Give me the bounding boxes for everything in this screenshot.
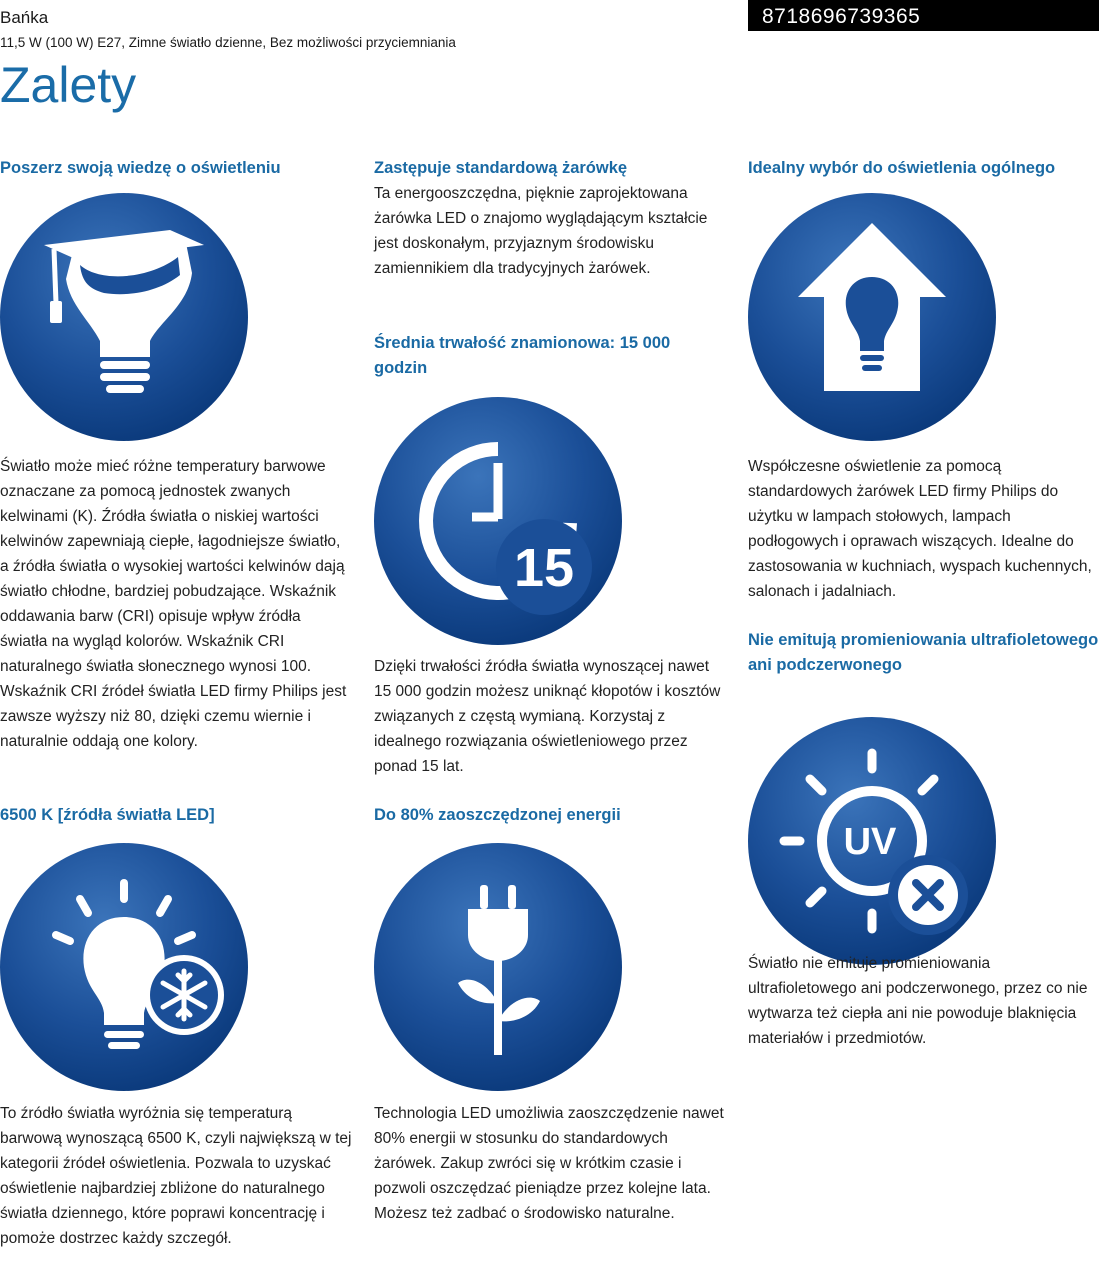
svg-text:15: 15 bbox=[513, 538, 575, 598]
feature-text: Technologia LED umożliwia zaoszczędzenie nawet 80% energii w stosunku do standardowych żarówek. Zakup zwróci się w krótkim czasie i pozwoli oszczędzać pieniądze przez kolejne lata. Możesz też zadbać o środowisko naturalne. bbox=[374, 1105, 724, 1222]
feature-energy bbox=[374, 803, 726, 828]
feature-general bbox=[748, 156, 1099, 181]
feature-title: Idealny wybór do oświetlenia ogólnego bbox=[748, 159, 1056, 177]
feature-kelvin bbox=[0, 803, 352, 828]
feature-text: Światło może mieć różne temperatury barwowe oznaczane za pomocą jednostek zwanych kelwinami (K). Źródła światła o niskiej wartości kelwinów zapewniają ciepłe, łagodniejsze światło, a źródła światła o wysokiej wartości kelwinów dają światło chłodne, bardziej pobudzające. Wskaźnik oddawania barw (CRI) opisuje wpływ źródła światła na wygląd kolorów. Wskaźnik CRI naturalnego światła słonecznego wynosi 100. Wskaźnik CRI źródeł światła LED firmy Philips jest zawsze wyższy niż 80, dzięki czemu wiernie i naturalnie oddają one kolory. bbox=[0, 458, 347, 750]
feature-text: Współczesne oświetlenie za pomocą standardowych żarówek LED firmy Philips do użytku w lampach stołowych, lampach podłogowych i oprawach wiszących. Idealne do zastosowania w kuchniach, wyspach kuchennych, salonach i jadalniach. bbox=[748, 458, 1092, 600]
svg-text:UV: UV bbox=[843, 821, 897, 863]
feature-title: Zastępuje standardową żarówkę bbox=[374, 159, 628, 177]
plug-plant-icon bbox=[374, 843, 622, 1091]
feature-title: Do 80% zaoszczędzonej energii bbox=[374, 806, 621, 824]
product-name: Bańka bbox=[0, 8, 49, 27]
feature-text: Ta energooszczędna, pięknie zaprojektowana żarówka LED o znajomo wyglądającym kształcie jest doskonałym, przyjaznym środowisku zamiennikiem dla tradycyjnych żarówek. bbox=[374, 185, 708, 277]
page-title: Zalety bbox=[0, 57, 137, 113]
feature-title: 6500 K [źródła światła LED] bbox=[0, 806, 215, 824]
clock-15-icon bbox=[374, 397, 622, 645]
feature-text: Światło nie emituje promieniowania ultrafioletowego ani podczerwonego, przez co nie wytwarza też ciepła ani nie powoduje blaknięcia materiałów i przedmiotów. bbox=[748, 955, 1088, 1047]
feature-replaces bbox=[374, 156, 726, 281]
feature-title: Poszerz swoją wiedzę o oświetleniu bbox=[0, 159, 281, 177]
house-bulb-icon bbox=[748, 193, 996, 441]
graduation-bulb-icon bbox=[0, 193, 248, 441]
cool-light-bulb-icon bbox=[0, 843, 248, 1091]
feature-text: To źródło światła wyróżnia się temperaturą barwową wynoszącą 6500 K, czyli największą w tej kategorii źródeł oświetlenia. Pozwala to uzyskać oświetlenie najbardziej zbliżone do naturalnego światła dziennego, które poprawi koncentrację i pomoże dostrzec każdy szczegół. bbox=[0, 1105, 352, 1247]
feature-title: Nie emitują promieniowania ultrafioletowego ani podczerwonego bbox=[748, 631, 1099, 674]
feature-uv bbox=[748, 628, 1099, 678]
no-uv-icon bbox=[748, 717, 996, 965]
feature-text: Dzięki trwałości źródła światła wynoszącej nawet 15 000 godzin możesz uniknąć kłopotów i kosztów związanych z częstą wymianą. Korzystaj z idealnego rozwiązania oświetleniowego przez ponad 15 lat. bbox=[374, 658, 721, 775]
feature-title: Średnia trwałość znamionowa: 15 000 godzin bbox=[374, 334, 671, 377]
ean-code: 8718696739365 bbox=[748, 0, 1099, 31]
product-subtitle: 11,5 W (100 W) E27, Zimne światło dzienne, Bez możliwości przyciemniania bbox=[0, 35, 456, 50]
feature-lifetime bbox=[374, 331, 726, 381]
feature-knowledge bbox=[0, 156, 352, 181]
